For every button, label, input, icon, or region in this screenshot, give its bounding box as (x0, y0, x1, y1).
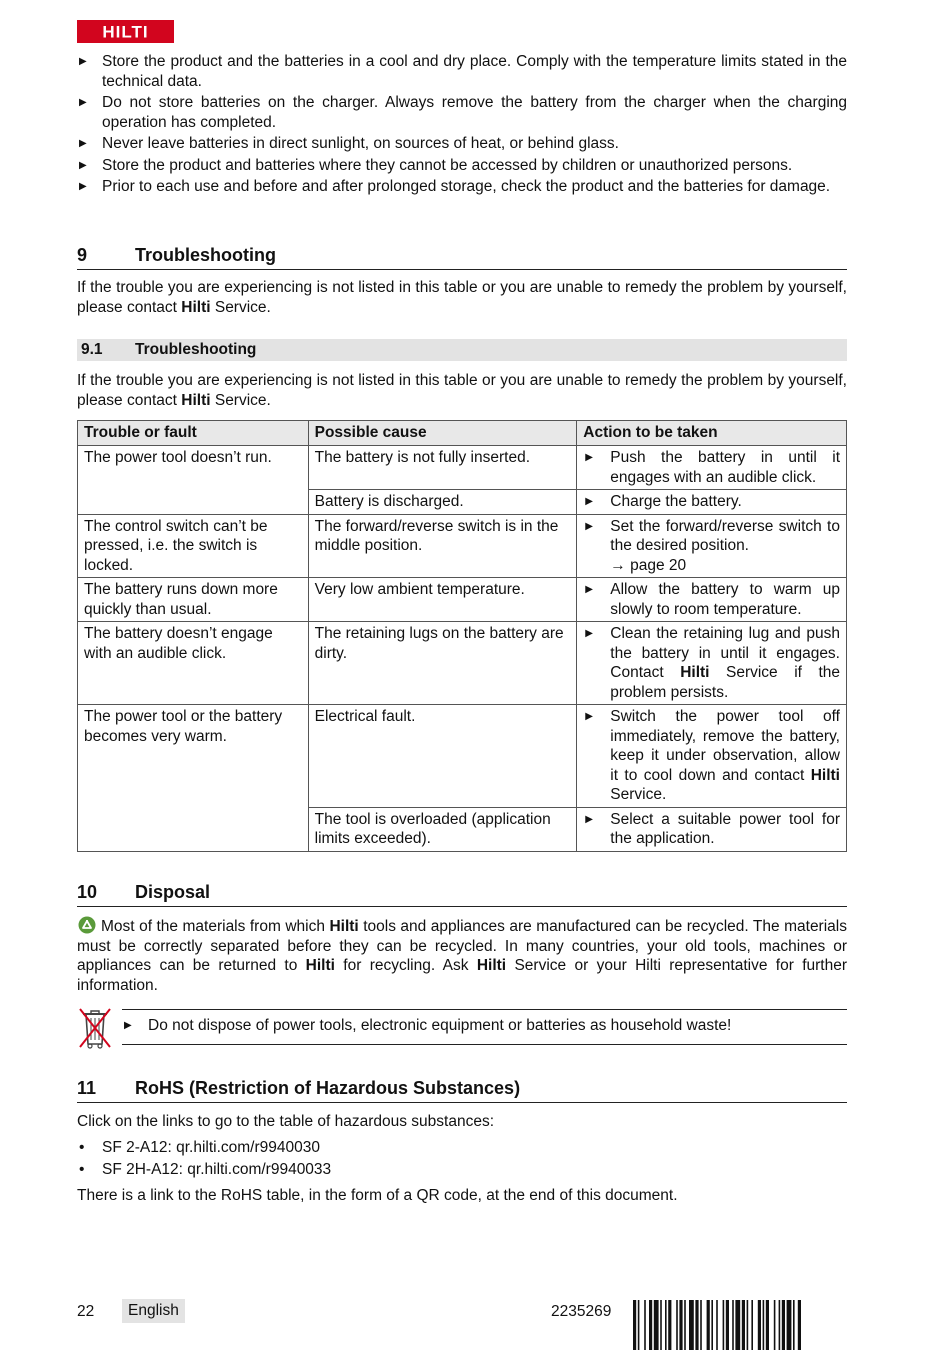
section-9-heading (77, 243, 847, 270)
action-cell: ▶ Select a suitable power tool for the application. (577, 807, 847, 851)
barcode-bar (782, 1300, 785, 1350)
barcode-icon (633, 1300, 845, 1350)
fault-cell: The control switch can’t be pressed, i.e. the switch is locked. (78, 514, 309, 578)
arrow-right-icon: → (610, 556, 626, 574)
section-title: Troubleshooting (135, 245, 276, 265)
section-9-1-intro: If the trouble you are experiencing is not listed in this table or you are unable to remedy the problem by yourself, please contact Hilti Service. (77, 372, 847, 409)
troubleshooting-table (77, 420, 847, 852)
cause-cell: The battery is not fully inserted. (308, 446, 577, 490)
language-label: English (122, 1299, 185, 1323)
fault-cell: The battery doesn’t engage with an audible click. (78, 622, 309, 705)
triangle-bullet-icon: ▶ (585, 584, 593, 595)
disposal-paragraph: Most of the materials from which Hilti tools and appliances are manufactured can be recycled. The materials must be correctly separated before they can be recycled. In many countries, your old tools, machines or appliances can be returned to Hilti for recycling. Ask Hilti Service or your Hilti representative for further information. (77, 918, 848, 994)
action-cell: ▶ Switch the power tool off immediately, remove the battery, keep it under observation, allow it to cool down and contact Hilti Service. (577, 705, 847, 808)
page-reference-link[interactable]: page 20 (630, 556, 687, 574)
section-10-heading (77, 880, 847, 907)
list-item: ▶ Prior to each use and before and after prolonged storage, check the product and the batteries for damage. (79, 178, 831, 195)
barcode-bar (763, 1300, 765, 1350)
table-row (78, 578, 847, 622)
hilti-logo (77, 20, 174, 43)
barcode-bar (684, 1300, 686, 1350)
section-9-intro: If the trouble you are experiencing is not listed in this table or you are unable to remedy the problem by yourself, please contact Hilti Service. (77, 279, 847, 316)
barcode-bar (695, 1300, 698, 1350)
barcode-bar (638, 1300, 640, 1350)
barcode-bar (742, 1300, 745, 1350)
barcode-bar (735, 1300, 740, 1350)
barcode-bar (726, 1300, 729, 1350)
barcode-bar (668, 1300, 671, 1350)
section-9-1-heading (77, 339, 847, 361)
list-item (77, 1138, 331, 1158)
action-cell: ▶ Clean the retaining lug and push the battery in until it engages. Contact Hilti Service if the problem persists. (577, 622, 847, 705)
triangle-bullet-icon: ▶ (585, 813, 593, 825)
dot-bullet-icon: • (79, 1160, 85, 1178)
logo-text: HILTI (102, 22, 149, 42)
column-header: Possible cause (308, 421, 577, 446)
barcode-bar (758, 1300, 761, 1350)
barcode-bar (766, 1300, 769, 1350)
cause-cell: Battery is discharged. (308, 490, 577, 515)
section-number: 9 (77, 245, 88, 265)
barcode-bar (676, 1300, 678, 1350)
cause-cell: The tool is overloaded (application limits exceeded). (308, 807, 577, 851)
section-number: 9.1 (81, 341, 103, 358)
recycle-icon (77, 916, 97, 934)
barcode-bar (660, 1300, 662, 1350)
rohs-link[interactable]: SF 2-A12: qr.hilti.com/r9940030 (102, 1139, 320, 1156)
triangle-bullet-icon: ▶ (79, 138, 87, 149)
list-item (77, 1160, 331, 1180)
fault-cell: The power tool or the battery becomes very warm. (78, 705, 309, 852)
table-row (78, 622, 847, 705)
triangle-bullet-icon: ▶ (585, 628, 593, 639)
section-11-heading (77, 1076, 847, 1103)
barcode-bar (723, 1300, 725, 1350)
list-item: ▶ Store the product and batteries where they cannot be accessed by children or unauthorized persons. (79, 156, 793, 174)
triangle-bullet-icon: ▶ (79, 159, 87, 171)
crossed-out-bin-icon (77, 1006, 113, 1050)
triangle-bullet-icon: ▶ (585, 496, 593, 507)
barcode-bar (798, 1300, 801, 1350)
triangle-bullet-icon: ▶ (79, 97, 87, 108)
triangle-bullet-icon: ▶ (79, 56, 87, 67)
barcode-bar (747, 1300, 749, 1350)
fault-cell: The power tool doesn’t run. (78, 446, 309, 515)
column-header: Action to be taken (577, 421, 847, 446)
barcode-bar (787, 1300, 792, 1350)
document-code: 2235269 (551, 1303, 612, 1320)
list-item: ▶ Never leave batteries in direct sunlight, on sources of heat, or behind glass. (79, 135, 619, 152)
cause-cell: Electrical fault. (308, 705, 577, 808)
barcode-bar (732, 1300, 734, 1350)
barcode-bar (793, 1300, 795, 1350)
list-item: ▶ Store the product and the batteries in a cool and dry place. Comply with the temperature limits stated in the technical data. (79, 53, 847, 90)
rohs-link-list (77, 1138, 331, 1181)
barcode-bar (689, 1300, 694, 1350)
barcode-bar (654, 1300, 659, 1350)
section-title: Troubleshooting (135, 341, 257, 358)
triangle-bullet-icon: ▶ (585, 452, 593, 463)
dot-bullet-icon: • (79, 1139, 85, 1156)
table-row (78, 705, 847, 808)
cause-cell: Very low ambient temperature. (308, 578, 577, 622)
rohs-intro: Click on the links to go to the table of hazardous substances: (77, 1113, 495, 1130)
action-cell: ▶ Allow the battery to warm up slowly to room temperature. (577, 578, 847, 622)
fault-cell: The battery runs down more quickly than usual. (78, 578, 309, 622)
barcode-bar (644, 1300, 646, 1350)
table-row (78, 446, 847, 490)
barcode-bar (665, 1300, 667, 1350)
triangle-bullet-icon: ▶ (585, 711, 593, 722)
triangle-bullet-icon: ▶ (79, 181, 87, 192)
barcode-bar (711, 1300, 713, 1350)
section-number: 11 (77, 1078, 97, 1098)
rohs-outro: There is a link to the RoHS table, in the form of a QR code, at the end of this document. (77, 1187, 678, 1204)
section-title: RoHS (Restriction of Hazardous Substances) (135, 1078, 521, 1098)
rohs-link[interactable]: SF 2H-A12: qr.hilti.com/r9940033 (102, 1160, 332, 1178)
column-header: Trouble or fault (78, 421, 309, 446)
triangle-bullet-icon: ▶ (585, 520, 593, 532)
page-number: 22 (77, 1303, 95, 1320)
barcode-bar (751, 1300, 753, 1350)
barcode-bar (679, 1300, 682, 1350)
list-item: ▶ Do not store batteries on the charger. Always remove the battery from the charger when the charging operation has completed. (79, 94, 847, 131)
table-row (78, 514, 847, 578)
triangle-bullet-icon: ▶ (124, 1020, 132, 1031)
table-header-row (78, 421, 847, 446)
waste-warning-box (122, 1009, 847, 1045)
cause-cell: The retaining lugs on the battery are dirty. (308, 622, 577, 705)
section-title: Disposal (135, 882, 211, 902)
section-number: 10 (77, 882, 98, 902)
action-cell: ▶ Push the battery in until it engages with an audible click. (577, 446, 847, 490)
action-cell: ▶ Set the forward/reverse switch to the desired position. → page 20 (577, 514, 847, 578)
storage-bullet-list (77, 52, 847, 199)
barcode-bar (774, 1300, 776, 1350)
barcode-bar (716, 1300, 718, 1350)
cause-cell: The forward/reverse switch is in the middle position. (308, 514, 577, 578)
barcode-bar (649, 1300, 652, 1350)
action-cell: ▶ Charge the battery. (577, 490, 847, 515)
barcode-bar (707, 1300, 710, 1350)
barcode-bar (633, 1300, 636, 1350)
barcode-bar (700, 1300, 702, 1350)
list-item: ▶ Do not dispose of power tools, electronic equipment or batteries as household waste! (124, 1017, 732, 1034)
barcode-bar (779, 1300, 781, 1350)
